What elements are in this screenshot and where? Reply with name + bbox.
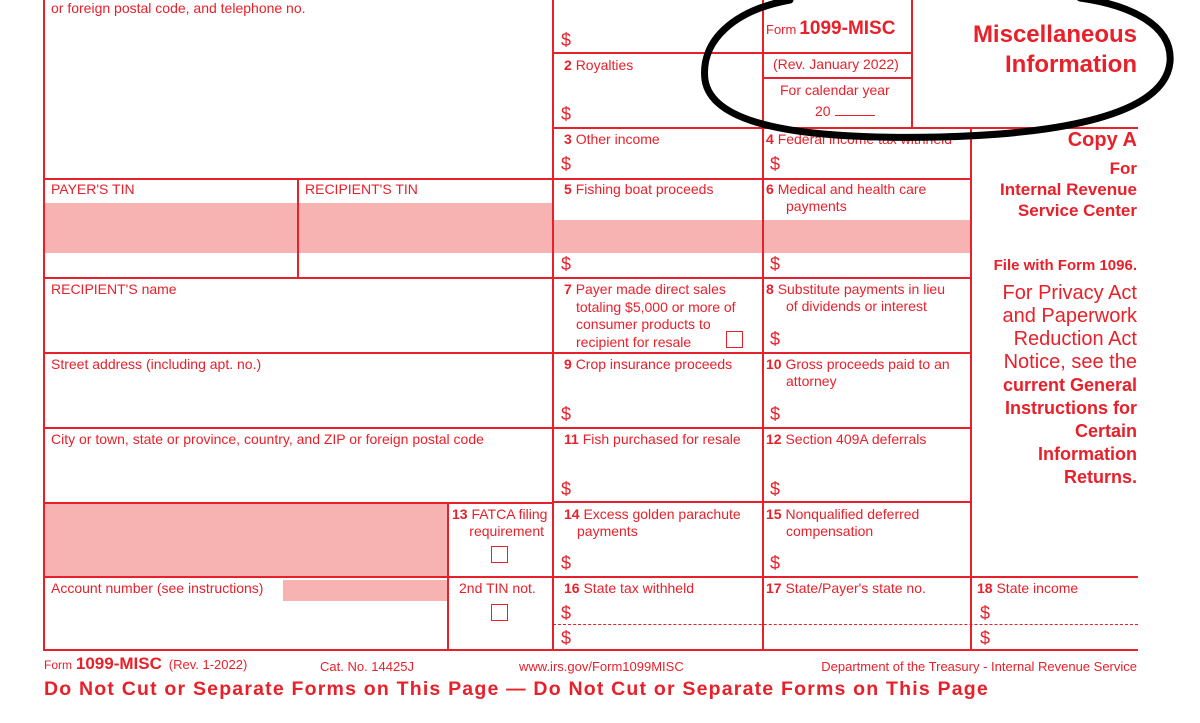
footer-warning: Do Not Cut or Separate Forms on This Page — Do Not Cut or Separate Forms on This Page bbox=[44, 678, 989, 700]
form-title: Form 1099-MISC bbox=[766, 18, 896, 39]
box15-dollar: $ bbox=[770, 553, 781, 573]
privacy-bold-2: Instructions for bbox=[1004, 398, 1137, 418]
box12-label: 12 Section 409A deferrals bbox=[766, 431, 927, 447]
box8-dollar: $ bbox=[770, 329, 781, 349]
cal-year-field: 20 bbox=[815, 103, 875, 120]
box11-dollar: $ bbox=[561, 479, 572, 499]
privacy-2: and Paperwork bbox=[1002, 305, 1137, 327]
footer-url: www.irs.gov/Form1099MISC bbox=[519, 659, 684, 674]
box14-dollar: $ bbox=[561, 553, 572, 573]
cal-year-label: For calendar year bbox=[780, 82, 890, 98]
box3-label: 3 Other income bbox=[564, 131, 660, 147]
box11-label: 11 Fish purchased for resale bbox=[564, 431, 741, 447]
recipient-name-label: RECIPIENT'S name bbox=[51, 281, 177, 297]
box17-label: 17 State/Payer's state no. bbox=[766, 580, 926, 596]
privacy-1: For Privacy Act bbox=[1002, 282, 1137, 304]
privacy-bold-4: Information bbox=[1038, 444, 1137, 464]
box5-dollar: $ bbox=[561, 254, 572, 274]
box12-dollar: $ bbox=[770, 479, 781, 499]
privacy-3: Reduction Act bbox=[1013, 328, 1137, 350]
box3-dollar: $ bbox=[561, 154, 572, 174]
copy-for: For bbox=[1109, 159, 1137, 178]
box7-label: 7 Payer made direct sales totaling $5,000 or more of consumer products to recipient for resale bbox=[564, 281, 736, 350]
box9-label: 9 Crop insurance proceeds bbox=[564, 356, 733, 372]
privacy-bold-1: current General bbox=[1002, 375, 1137, 395]
box8-label: 8 Substitute payments in lieu of dividends or interest bbox=[766, 281, 946, 314]
second-tin-label: 2nd TIN not. bbox=[459, 580, 536, 596]
copy-label: Copy A bbox=[1067, 129, 1137, 151]
recipient-tin-label: RECIPIENT'S TIN bbox=[305, 181, 418, 197]
copy-irs-1: Internal Revenue bbox=[1000, 180, 1137, 199]
box16-dollar-1: $ bbox=[561, 603, 572, 623]
payer-address-cont: or foreign postal code, and telephone no. bbox=[51, 0, 306, 16]
box5-label: 5 Fishing boat proceeds bbox=[564, 181, 714, 197]
footer-dept: Department of the Treasury - Internal Revenue Service bbox=[821, 659, 1137, 674]
box18-dollar-1: $ bbox=[980, 603, 991, 623]
box13-label: 13 FATCA filing requirement bbox=[452, 506, 548, 539]
box6-label: 6 Medical and health care payments bbox=[766, 181, 927, 214]
privacy-bold-3: Certain bbox=[1074, 421, 1137, 441]
box1-dollar: $ bbox=[561, 30, 572, 50]
box2-dollar: $ bbox=[561, 104, 572, 124]
box4-dollar: $ bbox=[770, 154, 781, 174]
copy-irs-2: Service Center bbox=[1017, 201, 1137, 220]
payer-tin-label: PAYER'S TIN bbox=[51, 181, 135, 197]
footer-form: Form 1099-MISC (Rev. 1-2022) bbox=[44, 654, 248, 673]
box18-dollar-2: $ bbox=[980, 628, 991, 648]
footer-cat: Cat. No. 14425J bbox=[320, 659, 414, 674]
box10-dollar: $ bbox=[770, 404, 781, 424]
privacy-4: Notice, see the bbox=[1003, 351, 1137, 373]
box16-label: 16 State tax withheld bbox=[564, 580, 694, 596]
privacy-bold-5: Returns. bbox=[1063, 467, 1137, 487]
form-title-line2: Information bbox=[1005, 51, 1137, 78]
account-label: Account number (see instructions) bbox=[51, 580, 264, 596]
box10-label: 10 Gross proceeds paid to an attorney bbox=[766, 356, 950, 389]
street-label: Street address (including apt. no.) bbox=[51, 356, 262, 372]
file-with: File with Form 1096. bbox=[993, 257, 1137, 274]
box4-label: 4 Federal income tax withheld bbox=[766, 131, 952, 147]
box6-dollar: $ bbox=[770, 254, 781, 274]
box14-label: 14 Excess golden parachute payments bbox=[564, 506, 741, 539]
form-rev: (Rev. January 2022) bbox=[773, 56, 899, 72]
box9-dollar: $ bbox=[561, 404, 572, 424]
box16-dollar-2: $ bbox=[561, 628, 572, 648]
city-label: City or town, state or province, country, and ZIP or foreign postal code bbox=[51, 431, 484, 447]
box2-label: 2 Royalties bbox=[564, 57, 634, 73]
box15-label: 15 Nonqualified deferred compensation bbox=[766, 506, 920, 539]
box18-label: 18 State income bbox=[977, 580, 1079, 596]
form-title-line1: Miscellaneous bbox=[972, 21, 1137, 48]
